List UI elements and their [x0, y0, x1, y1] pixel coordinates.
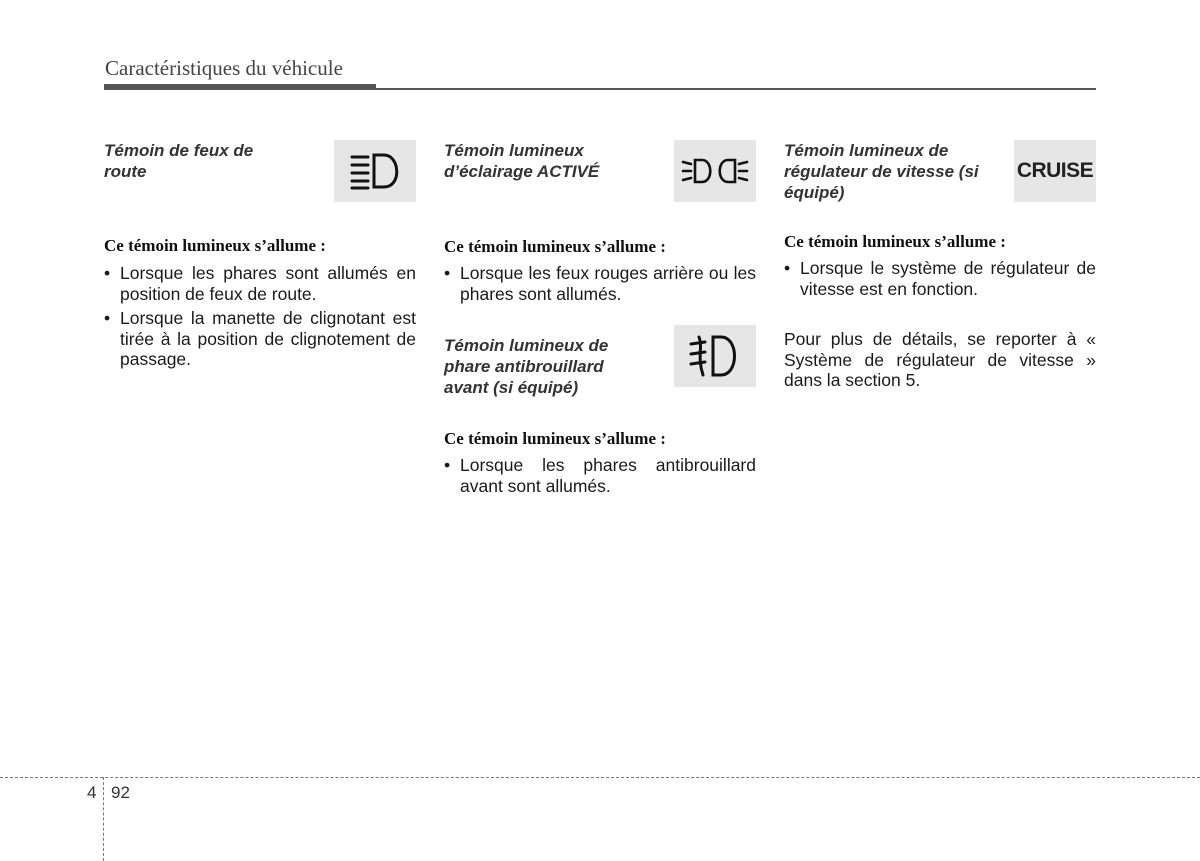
cruise-reference-paragraph: Pour plus de détails, se reporter à « Système de régulateur de vitesse » dans la section 5. [784, 329, 1096, 390]
light-on-subheading: Ce témoin lumineux s’allume : [444, 237, 666, 256]
bullet-text: Lorsque le système de régulateur de vitesse est en fonction. [800, 258, 1096, 299]
bullet-dot: • [444, 263, 451, 283]
header-rule [104, 88, 1096, 90]
list-item [784, 258, 1096, 299]
cruise-icon [1014, 140, 1096, 202]
high-beam-title: Témoin de feux de route [104, 141, 254, 181]
list-item [444, 455, 756, 496]
section-title: Caractéristiques du véhicule [105, 56, 343, 80]
fog-light-title: Témoin lumineux de phare antibrouillard avant (si équipé) [444, 336, 609, 397]
footer-divider [0, 777, 1200, 778]
bullet-dot: • [104, 308, 111, 328]
bullet-text: Lorsque les feux rouges arrière ou les phares sont allumés. [460, 263, 756, 304]
cruise-subheading: Ce témoin lumineux s’allume : [784, 232, 1006, 251]
cruise-icon-label: CRUISE [1016, 159, 1094, 182]
cruise-title: Témoin lumineux de régulateur de vitesse (si équipé) [784, 141, 979, 202]
bullet-text: Lorsque la manette de clignotant est tirée à la position de clignotement de passage. [120, 308, 416, 369]
bullet-dot: • [784, 258, 791, 278]
chapter-number: 4 [87, 783, 97, 802]
page-number: 92 [111, 783, 130, 802]
light-on-title: Témoin lumineux d’éclairage ACTIVÉ [444, 141, 600, 181]
bullet-text: Lorsque les phares antibrouillard avant sont allumés. [460, 455, 756, 496]
high-beam-icon [334, 140, 416, 202]
fog-light-subheading: Ce témoin lumineux s’allume : [444, 429, 666, 448]
bullet-dot: • [104, 263, 111, 283]
high-beam-subheading: Ce témoin lumineux s’allume : [104, 236, 326, 255]
list-item [104, 263, 416, 304]
list-item [444, 263, 756, 304]
front-fog-light-icon [674, 325, 756, 387]
list-item [104, 308, 416, 370]
bullet-dot: • [444, 455, 451, 475]
footer-vertical-divider [103, 777, 104, 861]
light-on-icon [674, 140, 756, 202]
bullet-text: Lorsque les phares sont allumés en position de feux de route. [120, 263, 416, 304]
